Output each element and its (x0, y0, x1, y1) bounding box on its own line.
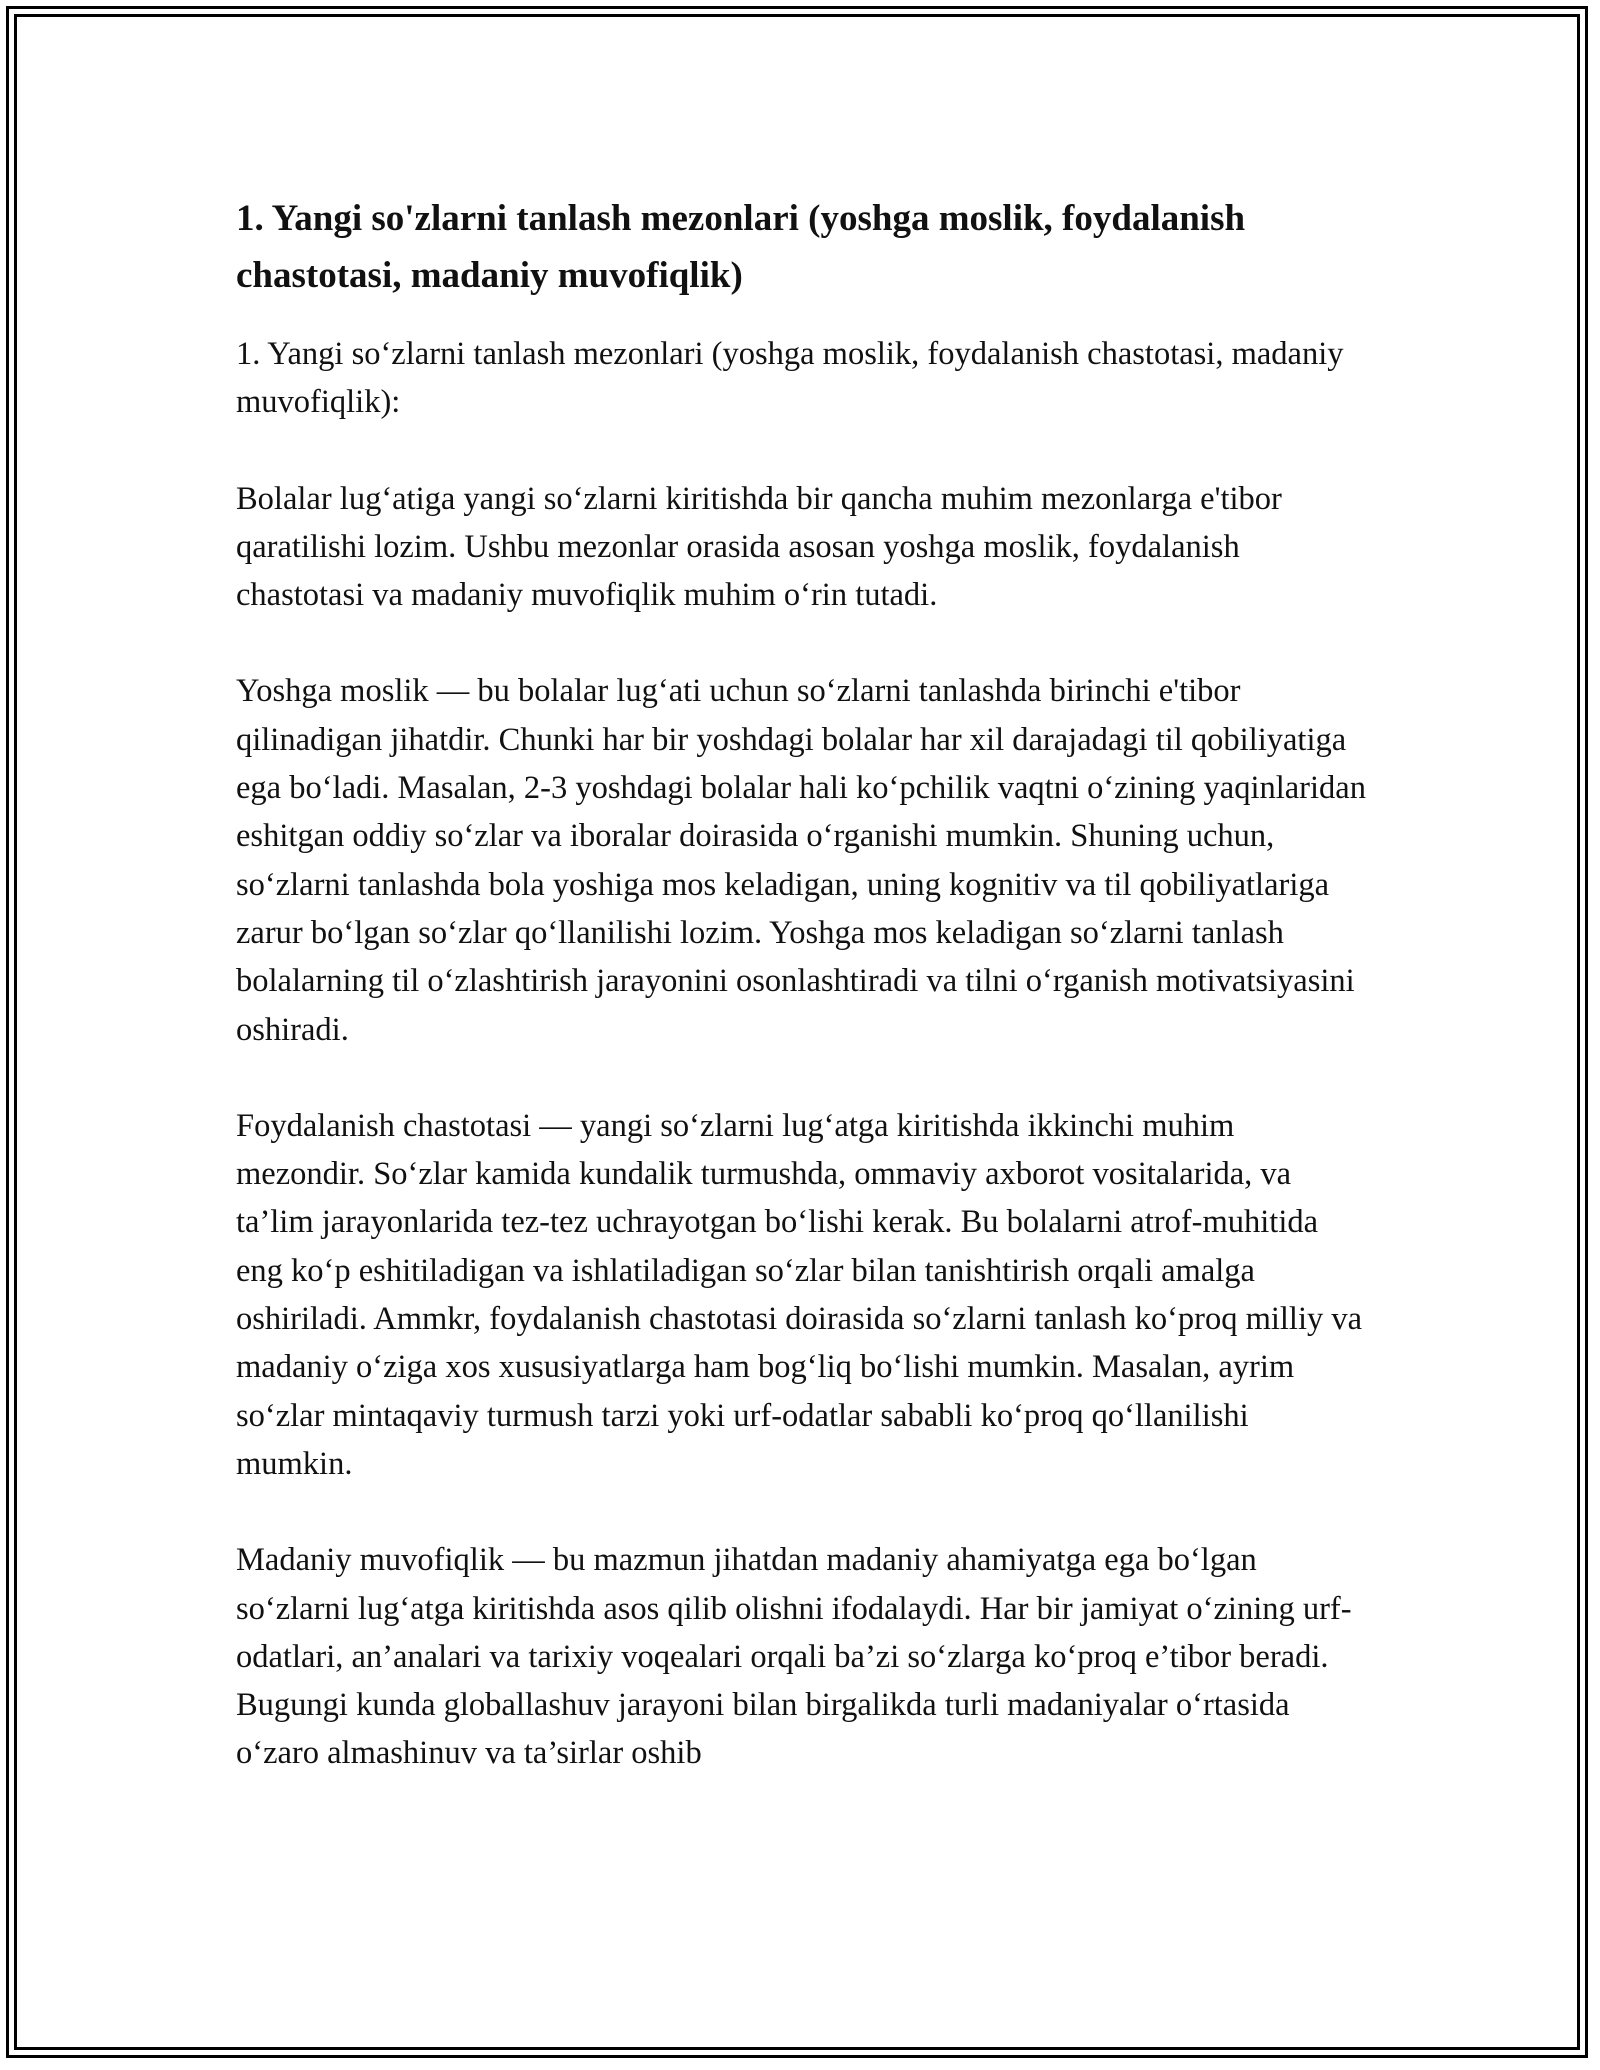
paragraph-usage-frequency: Foydalanish chastotasi — yangi so‘zlarni lug‘atga kiritishda ikkinchi muhim mezondir. So‘zlar kamida kundalik turmushda, ommaviy axborot vositalarida, va ta’lim jarayonlarida tez-tez uchrayotgan bo‘lishi kerak. Bu bolalarni atrof-muhitida eng ko‘p eshitiladigan va ishlatiladigan so‘zlar bilan tanishtirish orqali amalga oshiriladi. Ammkr, foydalanish chastotasi doirasida so‘zlarni tanlash ko‘proq milliy va madaniy o‘ziga xos xususiyatlarga ham bog‘liq bo‘lishi mumkin. Masalan, ayrim so‘zlar mintaqaviy turmush tarzi yoki urf-odatlar sababli ko‘proq qo‘llanilishi mumkin. (236, 1107, 1363, 1482)
document-body (236, 190, 1371, 1826)
paragraph-cultural-relevance: Madaniy muvofiqlik — bu mazmun jihatdan madaniy ahamiyatga ega bo‘lgan so‘zlarni lug‘atga kiritishda asos qilib olishni ifodalaydi. Har bir jamiyat o‘zining urf-odatlari, an’analari va tarixiy voqealari orqali ba’zi so‘zlarga ko‘proq e’tibor beradi. Bugungi kunda globallashuv jarayoni bilan birgalikda turli madaniyalar o‘rtasida o‘zaro almashinuv va ta’sirlar oshib (236, 1542, 1352, 1772)
paragraph-overview: Bolalar lug‘atiga yangi so‘zlarni kiritishda bir qancha muhim mezonlarga e'tibor qaratilishi lozim. Ushbu mezonlar orasida asosan yoshga moslik, foydalanish chastotasi va madaniy muvofiqlik muhim o‘rin tutadi. (236, 480, 1282, 614)
paragraph-intro: 1. Yangi so‘zlarni tanlash mezonlari (yoshga moslik, foydalanish chastotasi, madaniy muvofiqlik): (236, 336, 1344, 421)
paragraph-age-appropriateness: Yoshga moslik — bu bolalar lug‘ati uchun so‘zlarni tanlashda birinchi e'tibor qilinadigan jihatdir. Chunki har bir yoshdagi bolalar har xil darajadagi til qobiliyatiga ega bo‘ladi. Masalan, 2-3 yoshdagi bolalar hali ko‘pchilik vaqtni o‘zining yaqinlaridan eshitgan oddiy so‘zlar va iboralar doirasida o‘rganishi mumkin. Shuning uchun, so‘zlarni tanlashda bola yoshiga mos keladigan, uning kognitiv va til qobiliyatlariga zarur bo‘lgan so‘zlar qo‘llanilishi lozim. Yoshga mos keladigan so‘zlarni tanlash bolalarning til o‘zlashtirish jarayonini osonlashtiradi va tilni o‘rganish motivatsiyasini oshiradi. (236, 673, 1366, 1048)
section-heading: 1. Yangi so'zlarni tanlash mezonlari (yoshga moslik, foydalanish chastotasi, madaniy muvofiqlik) (236, 198, 1246, 296)
